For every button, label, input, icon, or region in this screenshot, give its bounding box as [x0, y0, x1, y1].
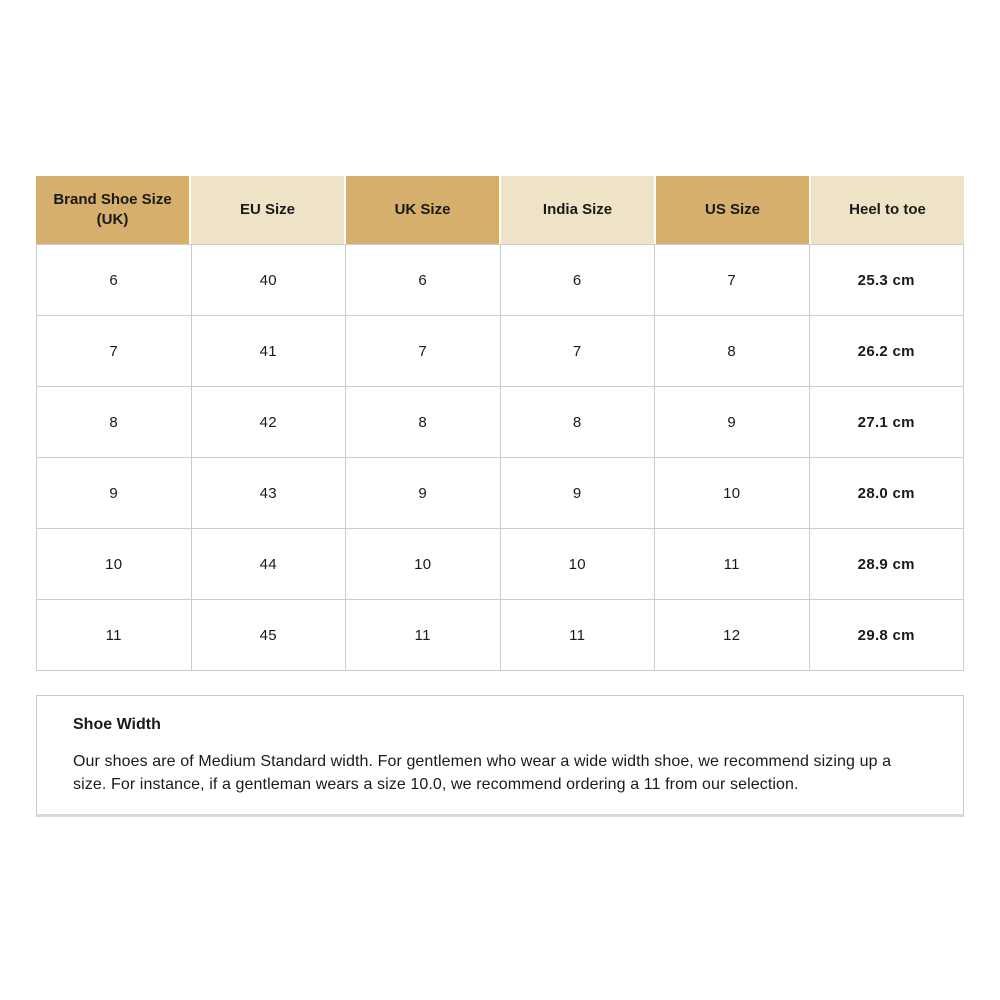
table-cell: 8	[655, 316, 810, 387]
table-cell: 7	[655, 245, 810, 316]
table-cell-heel-to-toe: 28.0 cm	[809, 458, 964, 529]
column-header-india-size	[501, 176, 654, 244]
column-header-label: Heel to toe	[849, 201, 926, 218]
table-cell: 11	[655, 529, 810, 600]
table-cell-heel-to-toe: 28.9 cm	[809, 529, 964, 600]
table-cell: 10	[655, 458, 810, 529]
table-header-row	[36, 176, 964, 244]
column-header-eu-size	[191, 176, 344, 244]
table-cell: 7	[500, 316, 655, 387]
column-header-heel-to-toe	[811, 176, 964, 244]
table-cell: 9	[500, 458, 655, 529]
table-cell: 6	[37, 245, 192, 316]
table-cell: 6	[500, 245, 655, 316]
table-cell: 40	[191, 245, 346, 316]
table-cell: 7	[37, 316, 192, 387]
column-header-label: US Size	[704, 201, 761, 218]
table-cell-heel-to-toe: 29.8 cm	[809, 600, 964, 671]
table-row	[37, 387, 964, 458]
table-cell: 11	[500, 600, 655, 671]
table-cell: 9	[37, 458, 192, 529]
table-cell: 8	[346, 387, 501, 458]
size-conversion-table	[36, 244, 964, 671]
table-cell: 10	[37, 529, 192, 600]
table-cell: 11	[346, 600, 501, 671]
column-header-label: EU Size	[239, 201, 296, 218]
table-cell: 12	[655, 600, 810, 671]
column-header-label: Brand Shoe Size (UK)	[53, 191, 172, 228]
note-body-text: Our shoes are of Medium Standard width. For gentlemen who wear a wide width shoe, we recommend sizing up a size. For instance, if a gentleman wears a size 10.0, we recommend ordering a 11 from our selection.	[73, 753, 892, 793]
table-cell: 41	[191, 316, 346, 387]
table-cell: 44	[191, 529, 346, 600]
table-row	[37, 529, 964, 600]
note-title: Shoe Width	[73, 716, 161, 733]
table-cell: 8	[500, 387, 655, 458]
table-cell: 9	[346, 458, 501, 529]
table-cell: 10	[500, 529, 655, 600]
size-chart-content	[36, 176, 964, 817]
column-header-us-size	[656, 176, 809, 244]
table-cell: 9	[655, 387, 810, 458]
table-cell: 11	[37, 600, 192, 671]
shoe-width-note-box	[36, 695, 964, 817]
table-row	[37, 316, 964, 387]
table-row	[37, 600, 964, 671]
table-cell-heel-to-toe: 27.1 cm	[809, 387, 964, 458]
column-header-uk-size	[346, 176, 499, 244]
table-cell-heel-to-toe: 25.3 cm	[809, 245, 964, 316]
table-cell: 45	[191, 600, 346, 671]
table-cell: 43	[191, 458, 346, 529]
table-cell: 8	[37, 387, 192, 458]
column-header-brand-shoe-size-uk	[36, 176, 189, 244]
column-header-label: India Size	[542, 201, 613, 218]
table-cell: 7	[346, 316, 501, 387]
table-cell: 6	[346, 245, 501, 316]
column-header-label: UK Size	[394, 201, 451, 218]
table-row	[37, 458, 964, 529]
table-row	[37, 245, 964, 316]
table-cell: 42	[191, 387, 346, 458]
table-cell: 10	[346, 529, 501, 600]
table-cell-heel-to-toe: 26.2 cm	[809, 316, 964, 387]
